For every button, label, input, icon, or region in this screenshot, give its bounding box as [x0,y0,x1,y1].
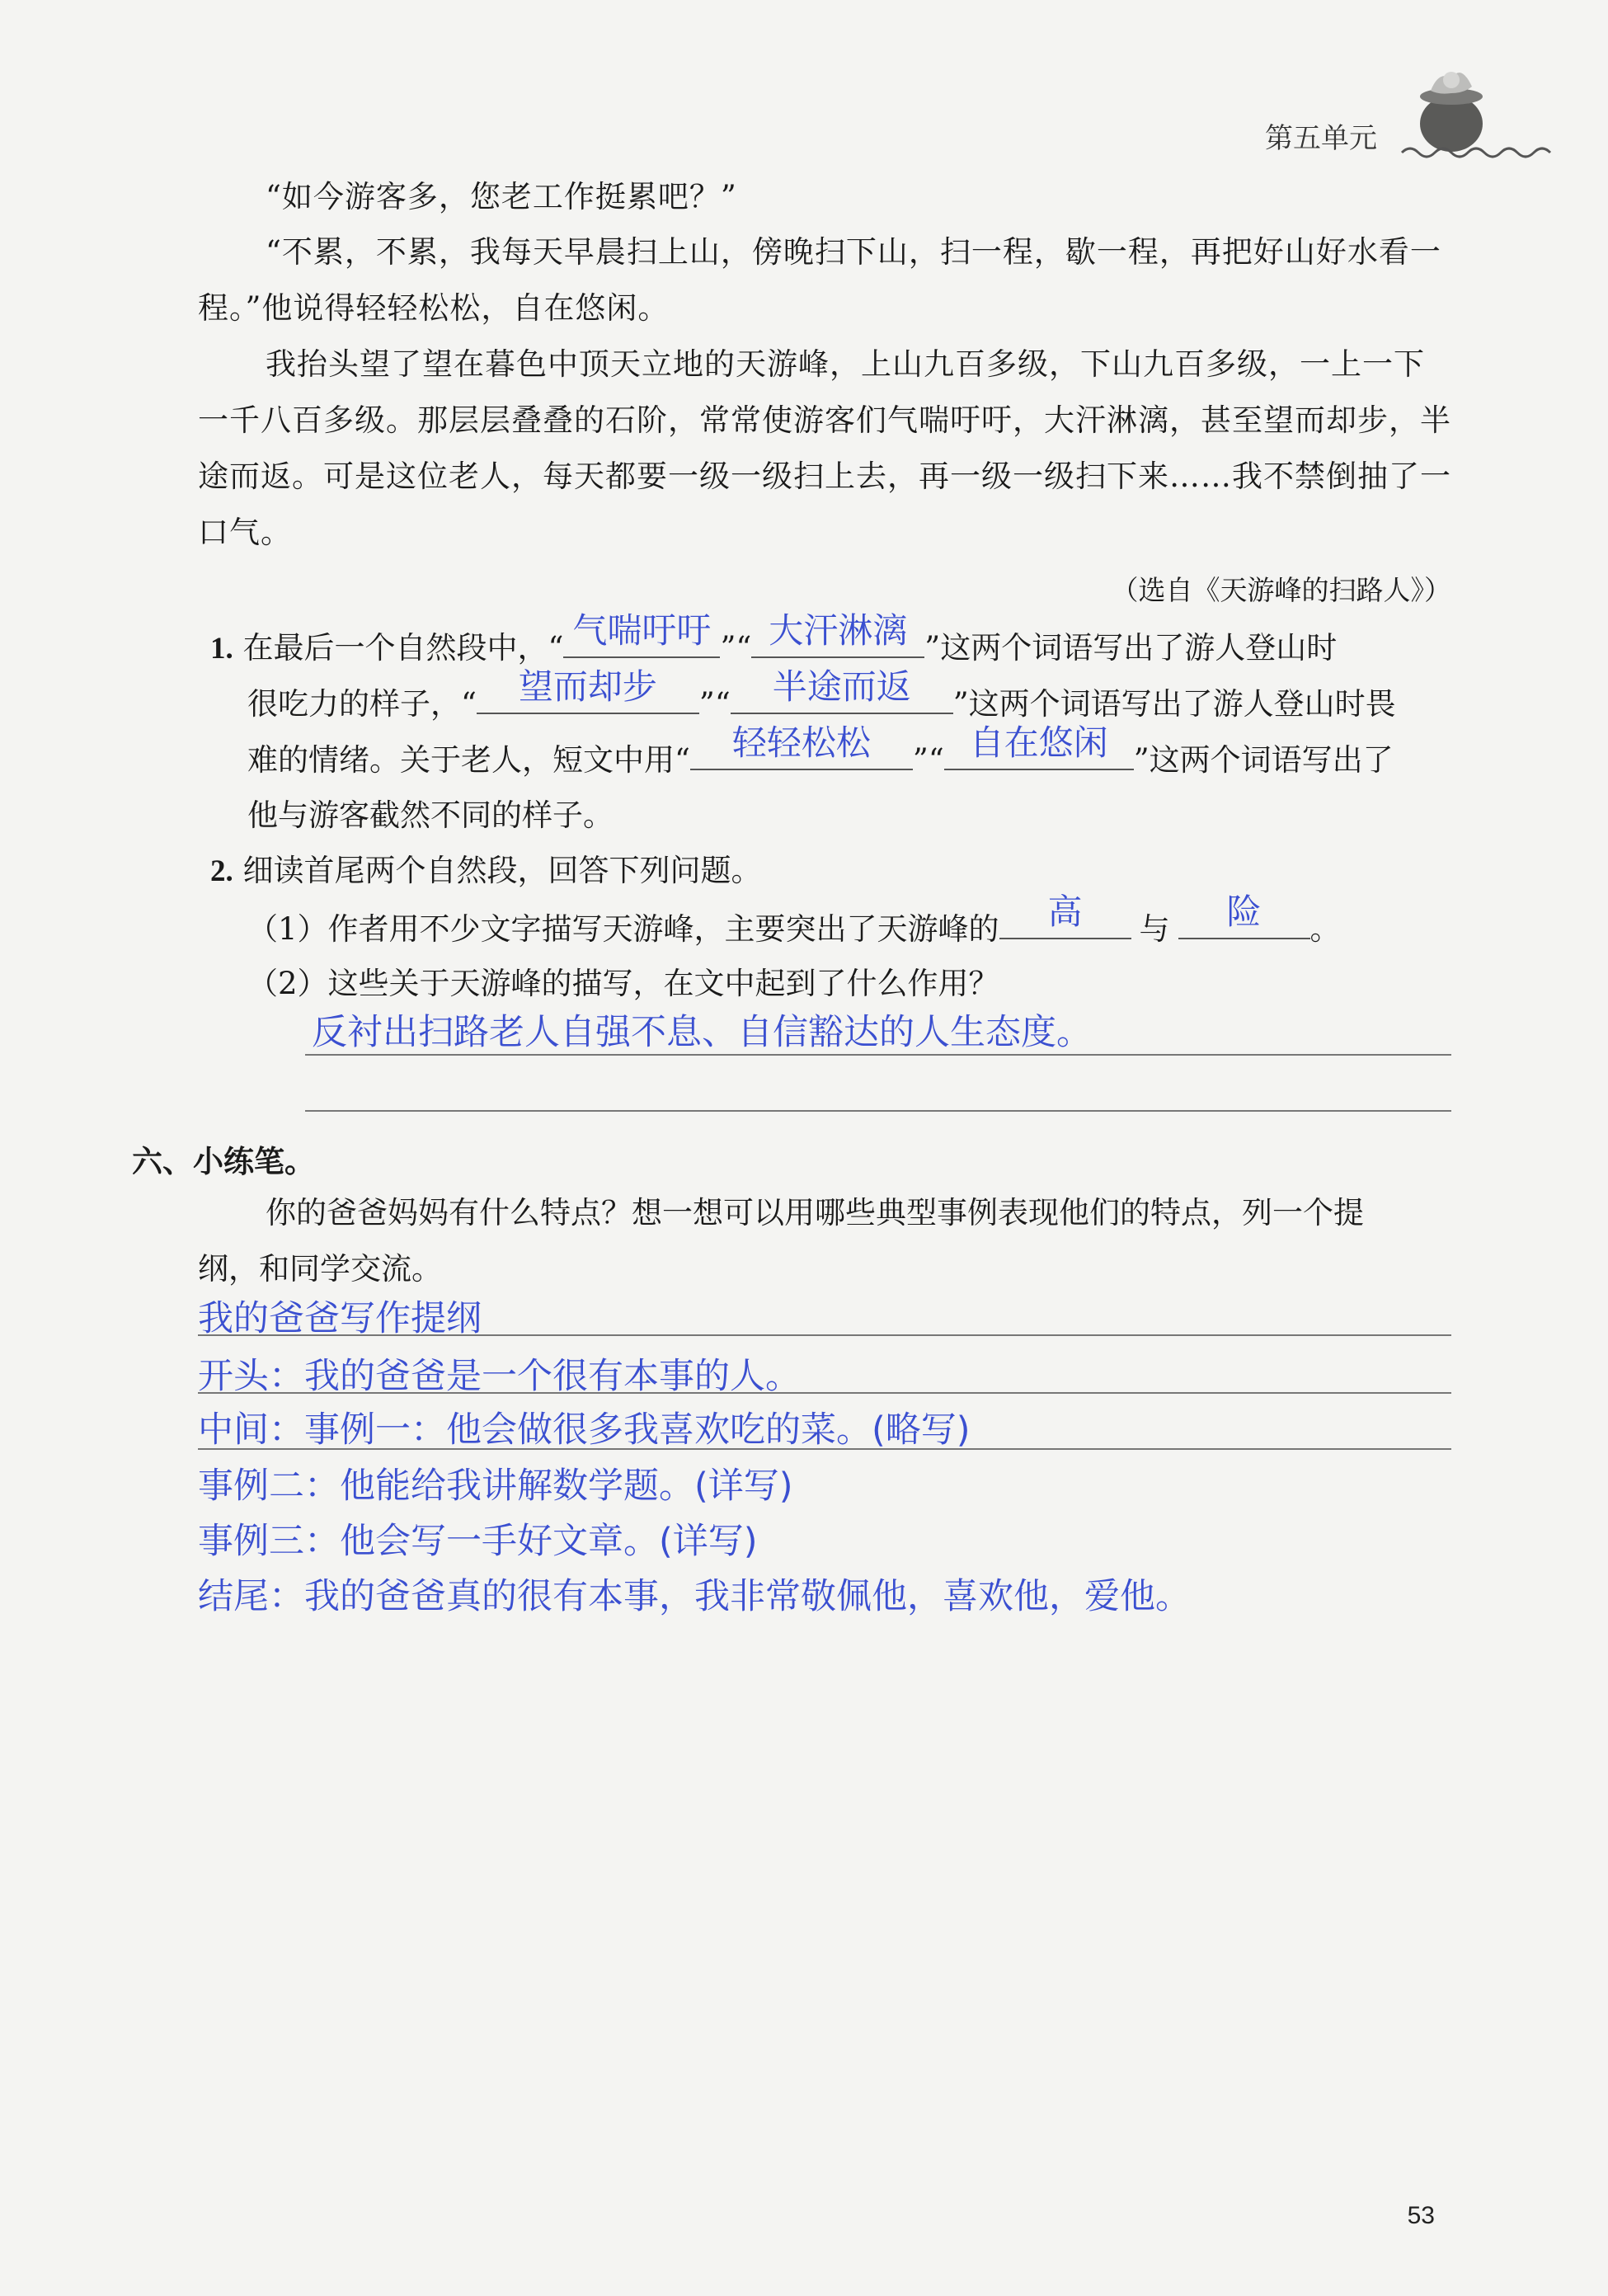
ruled-line-2[interactable] [198,1392,1451,1394]
unit-label: 第五单元 [1265,122,1377,155]
q1-text-5: ”“ [698,686,731,722]
outline-line-5: 事例三：他会写一手好文章。(详写) [198,1521,758,1562]
q1-answer-2: 大汗淋漓 [769,610,908,651]
q1-text-9: ”这两个词语写出了 [1133,742,1394,778]
section-6-title: 六、小练笔。 [132,1144,315,1179]
q1-text-7: 难的情绪。关于老人，短文中用“ [247,742,690,778]
section-6-prompt-1: 你的爸爸妈妈有什么特点？想一想可以用哪些典型事例表现他们的特点，列一个提 [266,1195,1364,1230]
q1-blank-2[interactable] [751,610,924,658]
answer-line-1[interactable] [305,1054,1451,1056]
q2-sub-2: （2）这些关于天游峰的描写，在文中起到了什么作用？ [247,966,999,1001]
q1-blank-1[interactable] [563,610,720,658]
outline-line-3: 中间：事例一：他会做很多我喜欢吃的菜。(略写) [198,1409,971,1451]
q2-answer-2: 险 [1226,892,1262,932]
outline-line-1: 我的爸爸写作提纲 [198,1298,482,1339]
q2-and: 与 [1139,911,1170,947]
passage-paragraph-3: 我抬头望了望在暮色中顶天立地的天游峰，上山九百多级，下山九百多级，一上一下一千八百多级。那层层叠叠的石阶，常常使游客们气喘吁吁，大汗淋漓，甚至望而却步，半途而返。可是这位老人，每天都要一级一级扫上去，再一级一级扫下来……我不禁倒抽了一口气。 [198,346,1451,550]
q2-title-row [210,845,762,890]
q1-text-2: ”“ [720,630,752,666]
q1-text-8: ”“ [912,742,944,778]
section-6-prompt-2: 纲，和同学交流。 [198,1251,442,1287]
q2-blank-2[interactable] [1178,892,1310,939]
q2-sub-1 [247,892,1341,948]
q1-blank-5[interactable] [690,722,913,770]
q2-title: 细读首尾两个自然段，回答下列问题。 [242,853,762,888]
outline-line-2: 开头：我的爸爸是一个很有本事的人。 [198,1356,801,1397]
q1-line-4: 他与游客截然不同的样子。 [247,797,614,833]
outline-line-4: 事例二：他能给我讲解数学题。(详写) [198,1466,793,1507]
q1-text-3: ”这两个词语写出了游人登山时 [924,630,1338,666]
cake-decoration-icon [1394,45,1559,161]
q2-answer-3: 反衬出扫路老人自强不息、自信豁达的人生态度。 [312,1012,1092,1053]
q1-line-3 [247,722,1394,779]
ruled-line-3[interactable] [198,1448,1451,1450]
q1-number: 1. [210,632,233,666]
q1-text-1: 在最后一个自然段中，“ [242,630,564,666]
passage-paragraph-2: “不累，不累，我每天早晨扫上山，傍晚扫下山，扫一程，歇一程，再把好山好水看一程。”他说得轻轻松松，自在悠闲。 [198,234,1441,326]
q2-answer-1: 高 [1047,892,1083,932]
q2-sub-1-text: （1）作者用不少文字描写天游峰，主要突出了天游峰的 [247,911,999,947]
outline-line-6: 结尾：我的爸爸真的很有本事，我非常敬佩他，喜欢他，爱他。 [198,1576,1191,1617]
q1-blank-3[interactable] [477,666,699,714]
q1-blank-4[interactable] [731,666,953,714]
page-number: 53 [1407,2202,1435,2229]
q1-answer-5: 轻轻松松 [731,722,871,763]
q1-text-6: ”这两个词语写出了游人登山时畏 [952,686,1396,722]
q1-text-4: 很吃力的样子，“ [247,686,477,722]
passage-source: （选自《天游峰的扫路人》） [1111,574,1451,606]
q2-blank-1[interactable] [999,892,1131,939]
q1-answer-1: 气喘吁吁 [572,610,712,651]
q1-answer-3: 望而却步 [518,666,657,707]
passage-paragraph-1: “如今游客多，您老工作挺累吧？” [266,179,737,214]
q1-answer-4: 半途而返 [772,666,911,707]
q1-answer-6: 自在悠闲 [969,722,1108,763]
q1-blank-6[interactable] [944,722,1134,770]
answer-line-2[interactable] [305,1110,1451,1112]
q2-number: 2. [210,854,233,888]
ruled-line-1[interactable] [198,1334,1451,1336]
q2-end-punct: 。 [1309,911,1341,947]
